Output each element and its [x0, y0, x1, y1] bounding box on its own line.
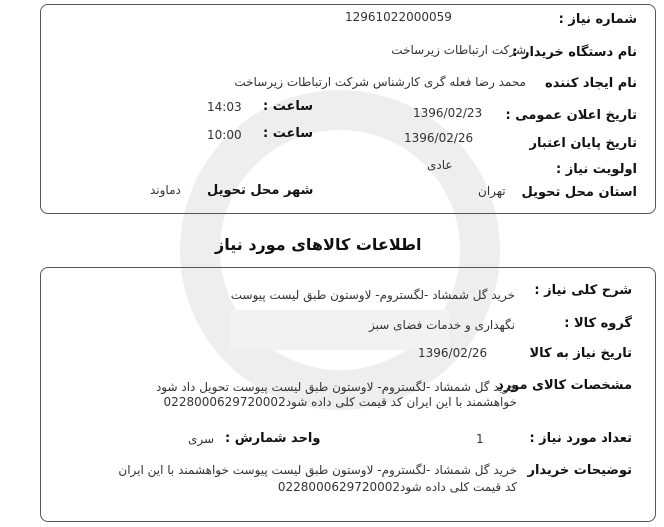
section-title: اطلاعات کالاهای مورد نیاز: [215, 235, 422, 254]
summary-label: شرح کلی نیاز :: [534, 283, 632, 298]
deadline-date: 1396/02/26: [404, 131, 474, 145]
city-label: شهر محل تحویل: [207, 183, 314, 198]
summary: خرید گل شمشاد -لگستروم- لاوستون طبق لیست پیوست: [230, 288, 515, 302]
announce-date: 1396/02/23: [413, 106, 483, 120]
need-date-label: تاریخ نیاز به کالا: [529, 346, 632, 361]
specs-line-2: خواهشمند با این ایران کد قیمت کلی داده شود0228000629720002: [163, 395, 517, 409]
need-number: 12961022000059: [345, 10, 452, 24]
creator: محمد رضا فعله گری کارشناس شرکت ارتباطات زیرساخت: [234, 75, 526, 89]
group: نگهداری و خدمات فضای سبز: [369, 318, 515, 332]
qty: 1: [476, 432, 484, 446]
need-number-label: شماره نیاز :: [558, 12, 637, 27]
group-label: گروه کالا :: [564, 316, 632, 331]
specs-label: مشخصات کالای مورد: [497, 378, 632, 393]
buyer-org: شرکت ارتباطات زیرساخت: [391, 43, 526, 57]
unit: سری: [188, 432, 215, 446]
creator-label: نام ایجاد کننده: [545, 76, 637, 91]
buyer-notes-label: توضیحات خریدار: [527, 463, 632, 478]
specs-line-1: خرید گل شمشاد -لگستروم- لاوستون طبق لیست پیوست تحویل داد شود: [155, 380, 517, 394]
need-date: 1396/02/26: [418, 346, 488, 360]
announce-time-label: ساعت :: [263, 99, 314, 114]
announce-date-label: تاریخ اعلان عمومی :: [505, 108, 637, 123]
buyer-notes-line-1: خرید گل شمشاد -لگستروم- لاوستون طبق لیست پیوست خواهشمند با این ایران: [118, 463, 517, 477]
announce-time: 14:03: [207, 100, 242, 114]
city: دماوند: [150, 183, 181, 197]
unit-label: واحد شمارش :: [225, 431, 321, 446]
deadline-label: تاریخ پایان اعتبار: [529, 136, 637, 151]
province-label: استان محل تحویل: [521, 185, 637, 200]
priority: عادی: [427, 158, 453, 172]
qty-label: تعداد مورد نیاز :: [529, 431, 632, 446]
deadline-time: 10:00: [207, 128, 242, 142]
province: تهران: [478, 184, 506, 198]
buyer-notes-line-2: کد قیمت کلی داده شود0228000629720002: [277, 480, 517, 494]
buyer-org-label: نام دستگاه خریدار :: [512, 45, 637, 60]
priority-label: اولویت نیاز :: [555, 162, 637, 177]
deadline-time-label: ساعت :: [263, 126, 314, 141]
